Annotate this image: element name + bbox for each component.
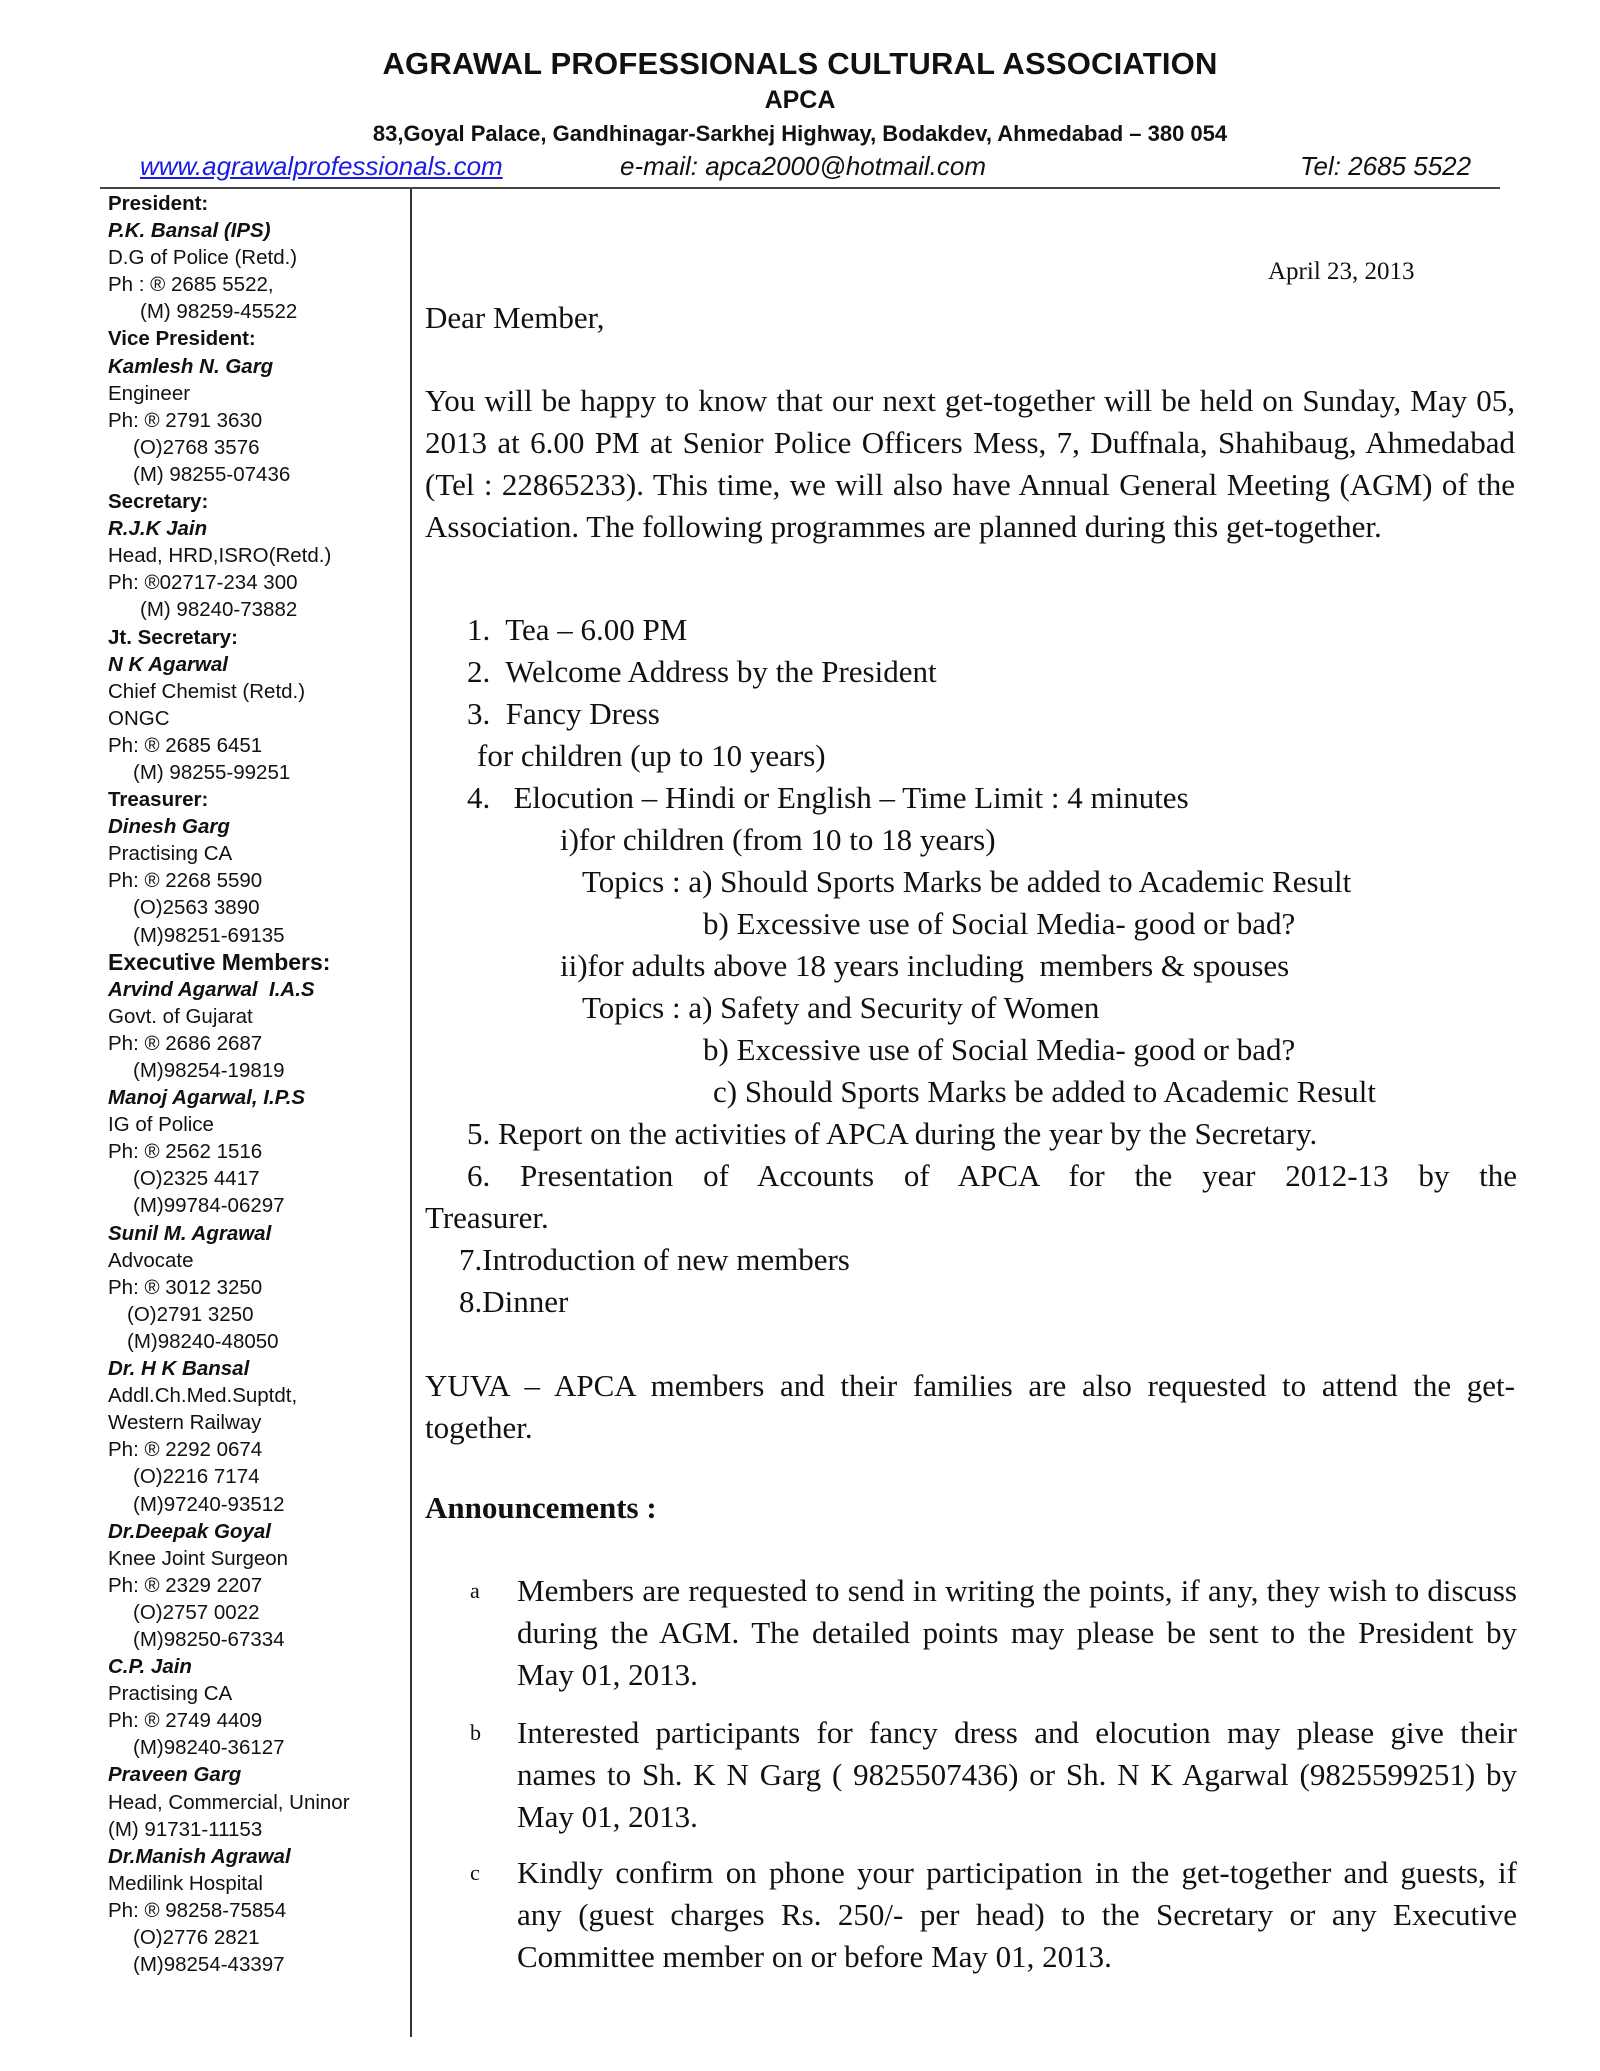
programme-item: 5. Report on the activities of APCA during the year by the Secretary.	[467, 1116, 1318, 1151]
sidebar-detail: Practising CA	[108, 842, 233, 866]
sidebar-phone: (M) 98240-73882	[140, 598, 298, 622]
sidebar-phone: (M)97240-93512	[133, 1492, 285, 1516]
sidebar-detail: Ph: ® 2791 3630	[108, 408, 263, 432]
sidebar-phone: (O)2325 4417	[133, 1167, 260, 1191]
sidebar-detail: Advocate	[108, 1248, 194, 1272]
sidebar-detail: Practising CA	[108, 1682, 233, 1706]
programme-item: 8.Dinner	[459, 1284, 569, 1319]
letter-date: April 23, 2013	[1268, 258, 1415, 285]
sidebar-phone: (O)2768 3576	[133, 435, 260, 459]
sidebar-member-name: Dr.Deepak Goyal	[108, 1519, 271, 1543]
sidebar-phone: (O)2216 7174	[133, 1465, 260, 1489]
sidebar-member-name: Praveen Garg	[108, 1763, 242, 1787]
sidebar-phone: (M)98240-36127	[133, 1736, 285, 1760]
programme-item: b) Excessive use of Social Media- good or bad?	[703, 1032, 1296, 1067]
email-address: e-mail: apca2000@hotmail.com	[620, 151, 987, 181]
sidebar-detail: Govt. of Gujarat	[108, 1004, 253, 1028]
sidebar-phone: (M) 98259-45522	[140, 300, 298, 324]
sidebar-phone: (O)2563 3890	[133, 896, 260, 920]
sidebar-member-name: Dinesh Garg	[108, 815, 230, 839]
programme-item: 1. Tea – 6.00 PM	[467, 612, 688, 647]
programme-item: Treasurer.	[425, 1200, 549, 1235]
sidebar-phone: (M) 98255-99251	[133, 760, 291, 784]
sidebar-detail: Knee Joint Surgeon	[108, 1546, 289, 1570]
sidebar-detail: Ph : ® 2685 5522,	[108, 273, 274, 297]
sidebar-detail: Ph: ® 2268 5590	[108, 869, 263, 893]
sidebar-member-name: Arvind Agarwal I.A.S	[108, 977, 315, 1001]
sidebar-phone: (M) 98255-07436	[133, 462, 291, 486]
sidebar-phone: (M)98251-69135	[133, 923, 285, 947]
sidebar-detail: Ph: ® 2562 1516	[108, 1140, 263, 1164]
sidebar-detail: Medilink Hospital	[108, 1871, 263, 1895]
sidebar-phone: (O)2791 3250	[127, 1302, 254, 1326]
sidebar-role-heading: Treasurer:	[108, 788, 209, 812]
announcement-marker: b	[470, 1720, 481, 1745]
sidebar-phone: (O)2776 2821	[133, 1926, 260, 1949]
programme-item: 6. Presentation of Accounts of APCA for the year 2012-13 by the	[467, 1158, 1517, 1193]
salutation: Dear Member,	[425, 300, 605, 335]
intro-paragraph: You will be happy to know that our next get-together will be held on Sunday, May 05, 2013 at 6.00 PM at Senior Police Officers Mess, 7, Duffnala, Shahibaug, Ahmedabad (Tel : 22865233). This time, we will also have Annual General Meeting (AGM) of the Association. The following programmes are planned during this get-together.	[425, 383, 1515, 544]
sidebar-member-name: Kamlesh N. Garg	[108, 354, 274, 378]
sidebar-detail: Ph: ® 2686 2687	[108, 1031, 263, 1055]
sidebar-role-heading: Executive Members:	[108, 948, 331, 975]
organization-address: 83,Goyal Palace, Gandhinagar-Sarkhej Highway, Bodakdev, Ahmedabad – 380 054	[372, 121, 1228, 146]
sidebar-member-name: Sunil M. Agrawal	[108, 1221, 272, 1245]
sidebar-detail: IG of Police	[108, 1113, 214, 1137]
sidebar-detail: Ph: ® 3012 3250	[108, 1275, 263, 1299]
programme-item: b) Excessive use of Social Media- good or bad?	[703, 906, 1296, 941]
programme-item: ii)for adults above 18 years including members & spouses	[560, 948, 1290, 983]
programme-item: Topics : a) Safety and Security of Women	[582, 990, 1100, 1025]
sidebar-detail: Addl.Ch.Med.Suptdt,	[108, 1384, 298, 1408]
announcement-marker: a	[470, 1578, 480, 1603]
sidebar-detail: Head, Commercial, Uninor	[108, 1790, 350, 1814]
sidebar-detail: Engineer	[108, 381, 191, 405]
header-divider	[100, 187, 1500, 189]
sidebar-role-heading: Vice President:	[108, 327, 256, 351]
sidebar-phone: (O)2757 0022	[133, 1600, 260, 1624]
sidebar-phone: (M)99784-06297	[133, 1194, 285, 1218]
programme-item: Topics : a) Should Sports Marks be added to Academic Result	[582, 864, 1352, 899]
announcement-text: Interested participants for fancy dress and elocution may please give their names to Sh. K N Garg ( 9825507436) or Sh. N K Agarwal (9825599251) by May 01, 2013.	[517, 1715, 1517, 1834]
sidebar-member-name: Manoj Agarwal, I.P.S	[108, 1086, 306, 1110]
programme-item: i)for children (from 10 to 18 years)	[560, 822, 996, 857]
organization-abbreviation: APCA	[764, 86, 836, 114]
programme-item: 7.Introduction of new members	[459, 1242, 850, 1277]
yuva-paragraph: YUVA – APCA members and their families are also requested to attend the get-together.	[425, 1368, 1515, 1445]
programme-item: c) Should Sports Marks be added to Academic Result	[713, 1074, 1376, 1109]
sidebar-detail: Ph: ® 98258-75854	[108, 1898, 287, 1922]
sidebar-detail: D.G of Police (Retd.)	[108, 246, 298, 270]
programme-item: 2. Welcome Address by the President	[467, 654, 937, 689]
sidebar-detail: (M) 91731-11153	[108, 1817, 263, 1841]
sidebar-member-name: Dr.Manish Agrawal	[108, 1844, 291, 1868]
sidebar-detail: Head, HRD,ISRO(Retd.)	[108, 544, 332, 568]
sidebar-detail: ONGC	[108, 706, 170, 730]
sidebar-detail: Ph: ®02717-234 300	[108, 571, 298, 595]
sidebar-member-name: P.K. Bansal (IPS)	[108, 219, 271, 243]
sidebar-phone: (M)98240-48050	[127, 1329, 279, 1353]
column-divider	[410, 189, 412, 2037]
sidebar-role-heading: Secretary:	[108, 490, 209, 514]
sidebar-detail: Ph: ® 2292 0674	[108, 1438, 263, 1462]
announcements-heading: Announcements :	[425, 1490, 657, 1525]
announcement-marker: c	[470, 1860, 480, 1885]
programme-item: 4. Elocution – Hindi or English – Time Limit : 4 minutes	[467, 780, 1189, 815]
sidebar-member-name: R.J.K Jain	[108, 517, 208, 541]
sidebar-member-name: Dr. H K Bansal	[108, 1357, 250, 1381]
sidebar-detail: Ph: ® 2749 4409	[108, 1709, 263, 1733]
sidebar-detail: Ph: ® 2685 6451	[108, 733, 263, 757]
sidebar-detail: Ph: ® 2329 2207	[108, 1573, 263, 1597]
sidebar-role-heading: Jt. Secretary:	[108, 625, 238, 649]
telephone-number: Tel: 2685 5522	[1300, 151, 1472, 181]
sidebar-phone: (M)98254-19819	[133, 1059, 285, 1082]
sidebar-phone: (M)98250-67334	[133, 1627, 285, 1651]
sidebar-phone: (M)98254-43397	[133, 1953, 285, 1977]
announcement-text: Kindly confirm on phone your participation in the get-together and guests, if any (guest charges Rs. 250/- per head) to the Secretary or any Executive Committee member on or before May 01, 2013.	[517, 1855, 1517, 1974]
programme-item: for children (up to 10 years)	[477, 738, 826, 773]
announcement-text: Members are requested to send in writing the points, if any, they wish to discuss during the AGM. The detailed points may please be sent to the President by May 01, 2013.	[517, 1573, 1517, 1692]
programme-item: 3. Fancy Dress	[467, 696, 660, 731]
sidebar-detail: Western Railway	[108, 1411, 262, 1435]
organization-name: AGRAWAL PROFESSIONALS CULTURAL ASSOCIATION	[382, 46, 1218, 81]
sidebar-member-name: N K Agarwal	[108, 652, 228, 676]
sidebar-role-heading: President:	[108, 192, 209, 215]
sidebar-detail: Chief Chemist (Retd.)	[108, 679, 306, 703]
office-bearers-sidebar	[108, 190, 403, 1978]
website-link[interactable]: www.agrawalprofessionals.com	[140, 151, 503, 181]
sidebar-member-name: C.P. Jain	[108, 1655, 192, 1679]
